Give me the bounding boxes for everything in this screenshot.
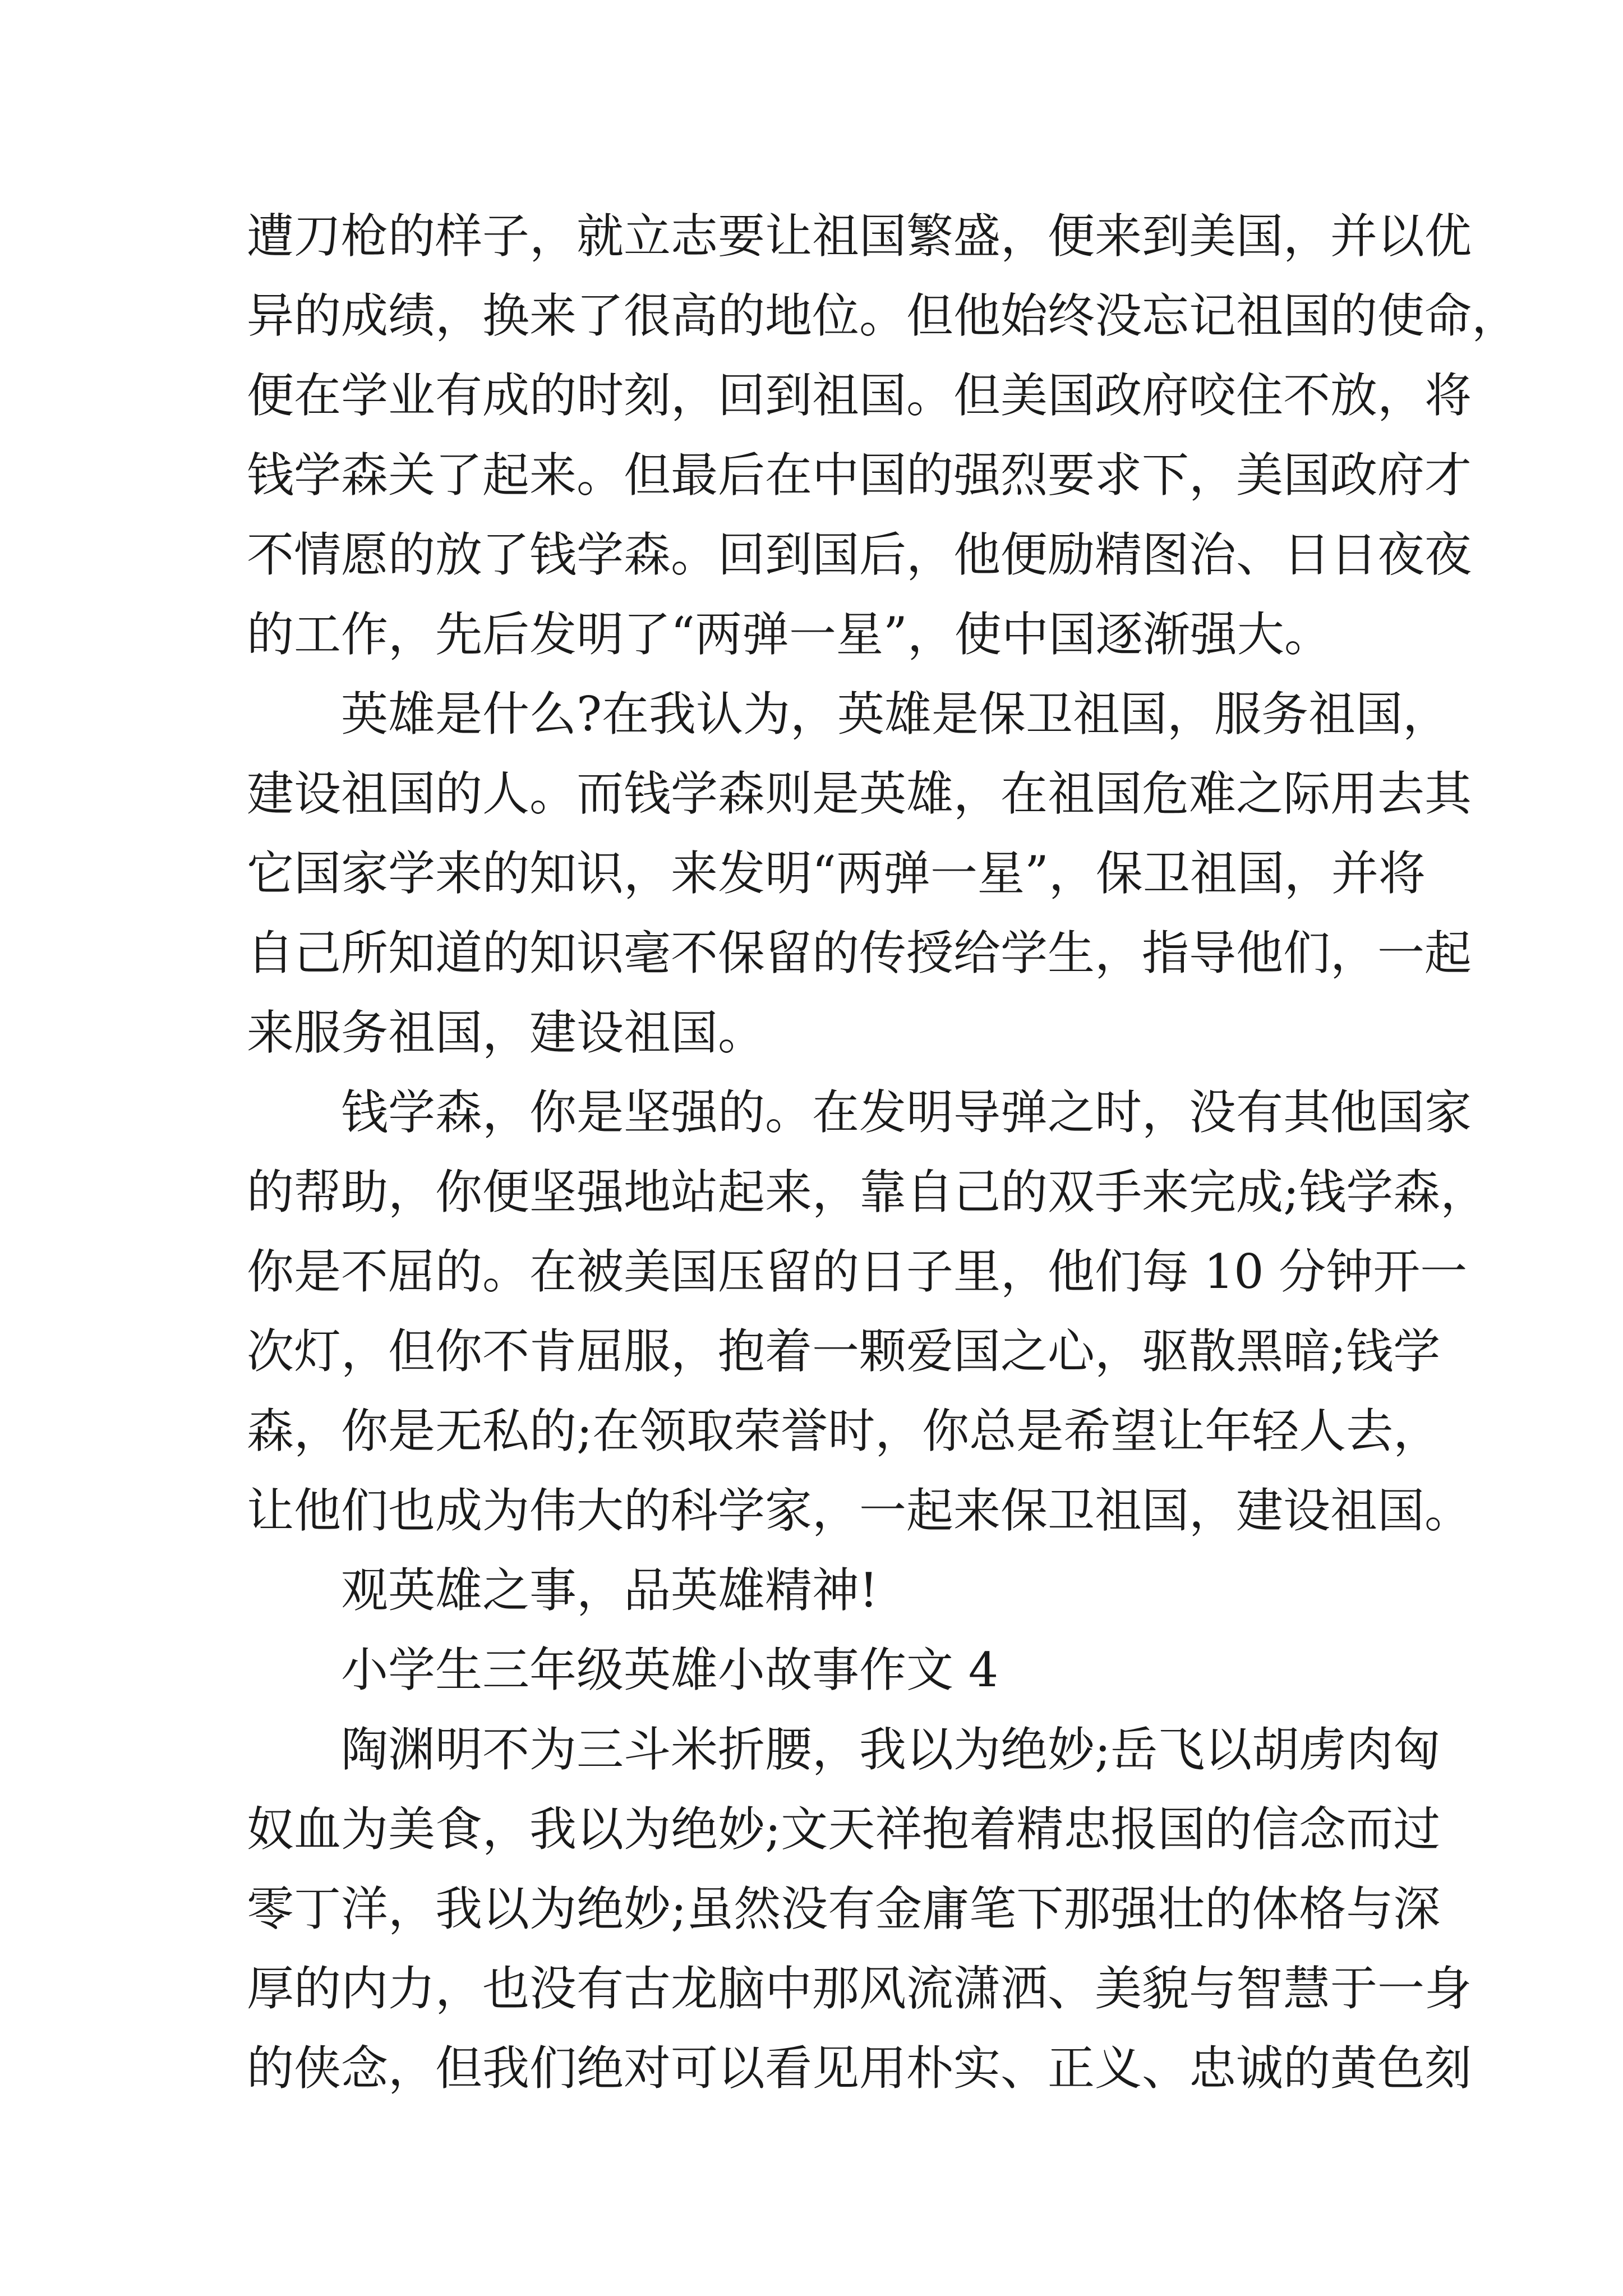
text-line: 的帮助，你便坚强地站起来，靠自己的双手来完成;钱学森， — [247, 1165, 1488, 1220]
text-line: 自己所知道的知识毫不保留的传授给学生，指导他们，一起 — [247, 926, 1472, 981]
paragraph-qian-xuesen-story — [247, 196, 1519, 674]
text-line: 厚的内力，也没有古龙脑中那风流潇洒、美貌与智慧于一身 — [247, 1961, 1472, 2016]
paragraph-conclusion — [247, 1550, 1424, 1630]
text-line: 次灯，但你不肯屈服，抱着一颗爱国之心，驱散黑暗;钱学 — [247, 1324, 1441, 1379]
text-line: 奴血为美食，我以为绝妙;文天祥抱着精忠报国的信念而过 — [247, 1802, 1441, 1857]
text-line: 小学生三年级英雄小故事作文 4 — [341, 1642, 999, 1697]
text-line: 观英雄之事，品英雄精神! — [341, 1563, 878, 1618]
essay-heading-4 — [247, 1630, 1424, 1710]
text-line: 异的成绩，换来了很高的地位。但他始终没忘记祖国的使命， — [247, 288, 1519, 343]
text-line: 它国家学来的知识，来发明“两弹一星”，保卫祖国，并将 — [247, 846, 1426, 901]
text-line: 零丁洋，我以为绝妙;虽然没有金庸笔下那强壮的体格与深 — [247, 1881, 1441, 1936]
text-line: 遭刀枪的样子，就立志要让祖国繁盛，便来到美国，并以优 — [247, 209, 1472, 264]
text-line: 你是不屈的。在被美国压留的日子里，他们每 10 分钟开一 — [247, 1244, 1468, 1299]
text-line: 建设祖国的人。而钱学森则是英雄，在祖国危难之际用去其 — [247, 766, 1472, 821]
text-line: 森，你是无私的;在领取荣誉时，你总是希望让年轻人去， — [247, 1404, 1441, 1458]
text-line: 钱学森关了起来。但最后在中国的强烈要求下，美国政府才 — [247, 448, 1472, 503]
paragraph-essay-4-opening — [247, 1710, 1472, 2108]
text-line: 英雄是什么?在我认为，英雄是保卫祖国，服务祖国， — [341, 687, 1450, 742]
text-line: 钱学森，你是坚强的。在发明导弹之时，没有其他国家 — [341, 1085, 1472, 1140]
text-line: 来服务祖国，建设祖国。 — [247, 1005, 766, 1060]
paragraph-what-is-hero — [247, 674, 1472, 1073]
text-line: 陶渊明不为三斗米折腰，我以为绝妙;岳飞以胡虏肉匈 — [341, 1722, 1441, 1777]
text-line: 的工作，先后发明了“两弹一星”，使中国逐渐强大。 — [247, 607, 1331, 662]
text-line: 的侠念，但我们绝对可以看见用朴实、正义、忠诚的黄色刻 — [247, 2041, 1472, 2096]
document-body — [247, 196, 1519, 2108]
text-line: 便在学业有成的时刻，回到祖国。但美国政府咬住不放，将 — [247, 368, 1472, 423]
paragraph-qian-xuesen-qualities — [247, 1073, 1488, 1550]
text-line: 不情愿的放了钱学森。回到国后，他便励精图治、日日夜夜 — [247, 527, 1472, 582]
text-line: 让他们也成为伟大的科学家，一起来保卫祖国，建设祖国。 — [247, 1483, 1472, 1538]
